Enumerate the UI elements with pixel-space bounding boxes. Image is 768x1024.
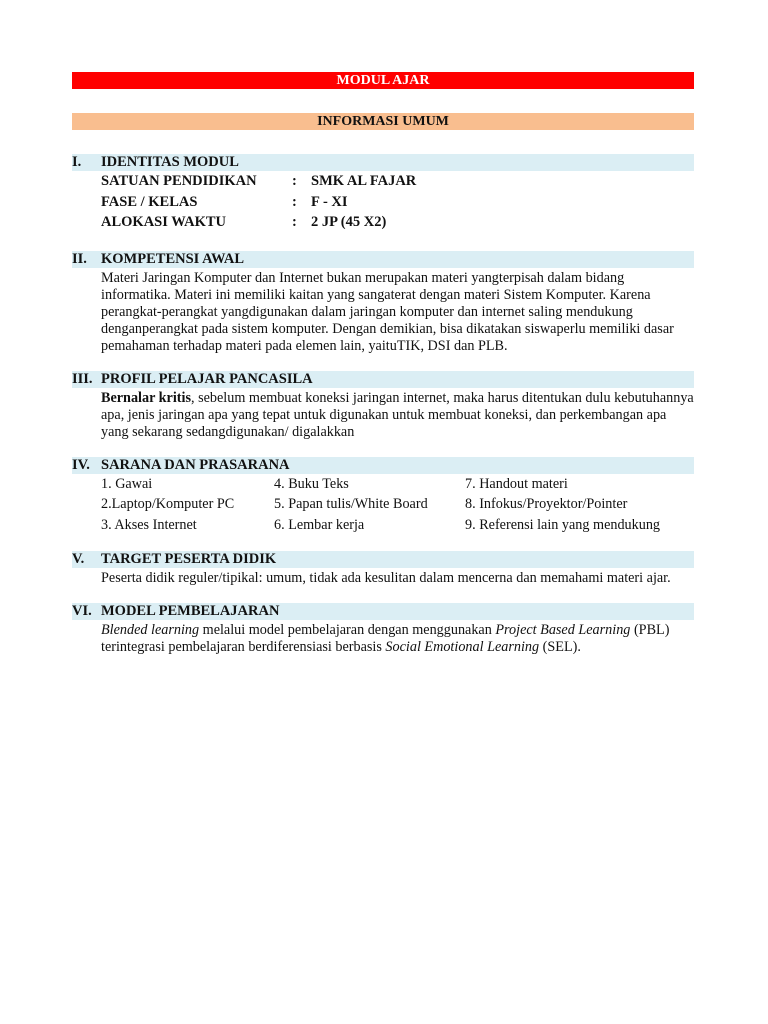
section-heading	[72, 551, 694, 568]
section-heading	[72, 154, 694, 171]
identitas-value: 2 JP (45 X2)	[311, 214, 387, 230]
identitas-row	[101, 192, 694, 213]
sarana-item: 1. Gawai	[101, 475, 153, 492]
section-number: II.	[72, 250, 87, 267]
section-number: V.	[72, 551, 85, 567]
identitas-table	[72, 171, 694, 233]
identitas-label: SATUAN PENDIDIKAN	[101, 173, 257, 189]
profil-lead: Bernalar kritis	[101, 389, 191, 406]
section-heading	[72, 251, 694, 268]
section-title: PROFIL PELAJAR PANCASILA	[101, 370, 313, 387]
identitas-colon: :	[292, 173, 297, 189]
sarana-item: 9. Referensi lain yang mendukung	[465, 516, 661, 533]
section-kompetensi	[72, 251, 694, 355]
sarana-item: 8. Infokus/Proyektor/Pointer	[465, 496, 628, 512]
kompetensi-paragraph: Materi Jaringan Komputer dan Internet bukan merupakan materi yangterpisah dalam bidang informatika. Materi ini memiliki kaitan yang sangaterat dengan materi Sistem Komputer. Karena perangkat-perangkat yangdigunakan dalam jaringan komputer dan internet saling mendukung denganperangkat pada sistem komputer. Dengan demikian, bisa dikatakan siswaperlu memiliki dasar pemahaman terhadap materi pada elemen lain, yaituTIK, DSI dan PLB.	[101, 269, 674, 354]
section-number: III.	[72, 370, 93, 387]
identitas-row	[101, 212, 694, 233]
document-page	[72, 72, 694, 656]
identitas-colon: :	[292, 193, 297, 210]
section-heading	[72, 457, 694, 474]
sarana-grid	[101, 474, 694, 536]
section-number: VI.	[72, 603, 92, 619]
model-term-pbl: Project Based Learning	[495, 622, 631, 638]
sarana-item: 2.Laptop/Komputer PC	[101, 496, 235, 512]
section-heading	[72, 371, 694, 388]
model-text: (SEL).	[539, 639, 581, 655]
identitas-row	[101, 171, 694, 192]
section-title: SARANA DAN PRASARANA	[101, 456, 290, 473]
sarana-item: 3. Akses Internet	[101, 516, 197, 533]
identitas-colon: :	[292, 214, 297, 230]
section-model	[72, 603, 694, 656]
section-sarana	[72, 457, 694, 536]
model-paragraph	[101, 622, 694, 656]
section-target	[72, 551, 694, 587]
section-title: TARGET PESERTA DIDIK	[101, 551, 277, 567]
document-title: MODUL AJAR	[72, 72, 694, 89]
identitas-value: F - XI	[311, 193, 348, 210]
profil-paragraph	[101, 390, 694, 441]
target-paragraph: Peserta didik reguler/tipikal: umum, tidak ada kesulitan dalam mencerna dan memahami materi ajar.	[101, 570, 671, 586]
sarana-item: 7. Handout materi	[465, 475, 568, 492]
profil-text: , sebelum membuat koneksi jaringan internet, maka harus ditentukan dulu kebutuhannya apa, jenis jaringan apa yang tepat untuk digunakan untuk membuat koneksi, dan perkembangan apa yang sekarang sedangdigunakan/ digalakkan	[101, 389, 694, 440]
model-term-sel: Social Emotional Learning	[385, 639, 540, 655]
section-title: KOMPETENSI AWAL	[101, 250, 245, 267]
section-heading	[72, 603, 694, 620]
section-title: MODEL PEMBELAJARAN	[101, 603, 280, 619]
model-text: (PBL) terintegrasi pembelajaran berdiferensiasi berbasis	[101, 622, 670, 655]
sarana-item: 6. Lembar kerja	[274, 516, 365, 533]
identitas-label: ALOKASI WAKTU	[101, 214, 227, 230]
model-text: melalui model pembelajaran dengan menggunakan	[199, 622, 496, 638]
identitas-value: SMK AL FAJAR	[311, 173, 417, 189]
section-profil	[72, 371, 694, 441]
document-subtitle: INFORMASI UMUM	[72, 113, 694, 130]
sarana-item: 5. Papan tulis/White Board	[274, 496, 428, 512]
section-number: I.	[72, 154, 82, 170]
identitas-label: FASE / KELAS	[101, 193, 198, 210]
section-title: IDENTITAS MODUL	[101, 154, 239, 170]
sarana-item: 4. Buku Teks	[274, 475, 349, 492]
section-identitas	[72, 154, 694, 233]
section-number: IV.	[72, 456, 90, 473]
model-term-blended: Blended learning	[101, 622, 200, 638]
